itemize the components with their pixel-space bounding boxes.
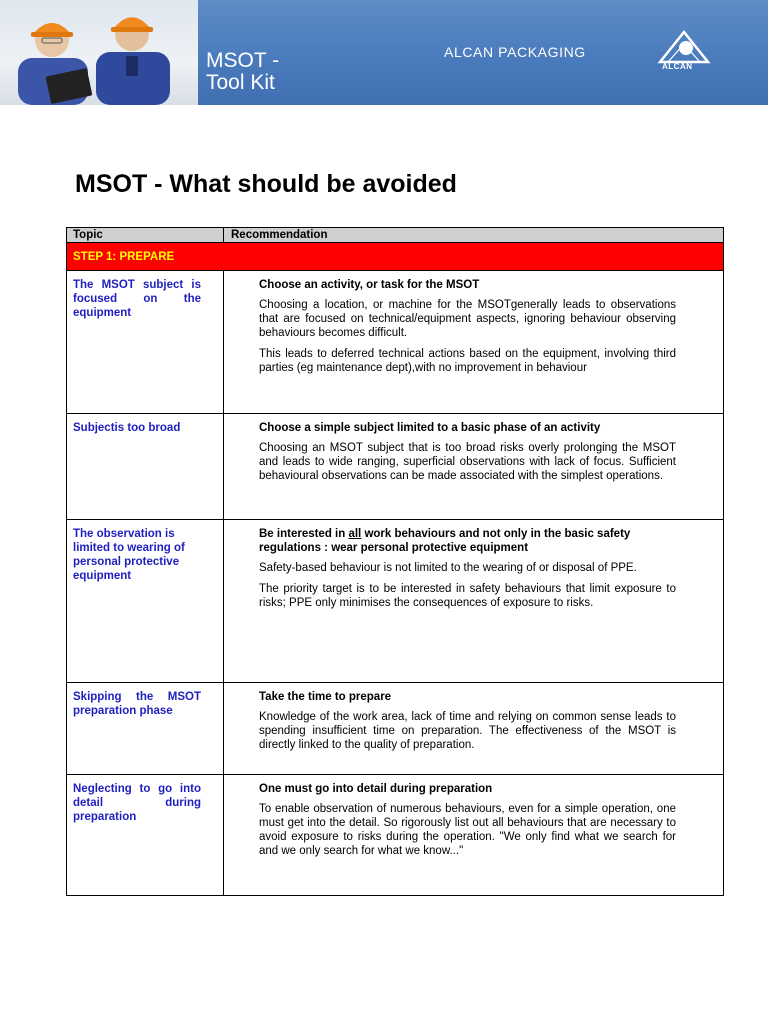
row-topic: The MSOT subject is focused on the equipment [67,271,224,413]
row-topic: The observation is limited to wearing of personal protective equipment [67,520,224,682]
row-topic: Subjectis too broad [67,414,224,519]
table-row [67,414,723,520]
header-recommendation: Recommendation [231,229,328,241]
recommendation-table [66,227,724,896]
row-recommendation [224,683,723,774]
recommendation-heading: Take the time to prepare [259,691,392,703]
header-photo [0,0,198,105]
recommendation-text: Choosing an MSOT subject that is too broad risks overly prolonging the MSOT and leads to wide ranging, superficial observations with lack of focus. Sufficient behavioural observations can be made associated with the simplest operations. [259,442,676,482]
row-topic: Neglecting to go into detail during preparation [67,775,224,895]
row-recommendation [224,775,723,895]
row-topic: Skipping the MSOT preparation phase [67,683,224,774]
recommendation-text: Knowledge of the work area, lack of time and relying on common sense leads to spending insufficient time on preparation. The effectiveness of the MSOT is directly linked to the quality of preparation. [259,711,676,751]
recommendation-heading: Choose an activity, or task for the MSOT [259,279,480,291]
heading-part: Be interested in [259,528,349,540]
toolkit-title-line2: Tool Kit [206,71,275,94]
workers-photo-icon [0,0,198,105]
recommendation-text: The priority target is to be interested in safety behaviours that limit exposure to risks; PPE only minimises the consequences of exposure to risks. [259,583,676,609]
page-title: MSOT - What should be avoided [75,170,457,198]
recommendation-heading: One must go into detail during preparation [259,783,493,795]
recommendation-text: Safety-based behaviour is not limited to the wearing of or disposal of PPE. [259,562,637,574]
recommendation-text: This leads to deferred technical actions based on the equipment, involving third parties (eg maintenance dept),with no improvement in behaviour [259,348,676,374]
header-topic: Topic [67,228,224,242]
table-row [67,683,723,775]
row-recommendation [224,271,723,413]
row-recommendation [224,520,723,682]
recommendation-text: To enable observation of numerous behaviours, even for a simple operation, one must get into the detail. So rigorously list out all behaviours that are necessary to avoid exposure to risks during the operation. "We only find what we search for and we only search for what we know..." [259,803,676,857]
heading-part: work behaviours and not only in the basic safety regulations : wear personal protective equipment [259,528,631,554]
row-recommendation [224,414,723,519]
toolkit-title-line1: MSOT - [206,49,280,72]
table-header [67,228,723,243]
step-banner: STEP 1: PREPARE [67,243,723,271]
heading-emphasis: all [348,528,362,540]
table-row [67,775,723,895]
alcan-logo-label: ALCAN [662,62,693,71]
header-banner [0,0,768,105]
recommendation-heading [259,527,676,555]
table-row [67,520,723,683]
table-row [67,271,723,414]
recommendation-text: Choosing a location, or machine for the MSOTgenerally leads to observations that are focused on technical/equipment aspects, ignoring behaviour observing behaviours becomes difficult. [259,299,676,339]
toolkit-title [206,50,279,94]
brand-name: ALCAN PACKAGING [444,44,586,60]
recommendation-heading: Choose a simple subject limited to a basic phase of an activity [259,422,601,434]
